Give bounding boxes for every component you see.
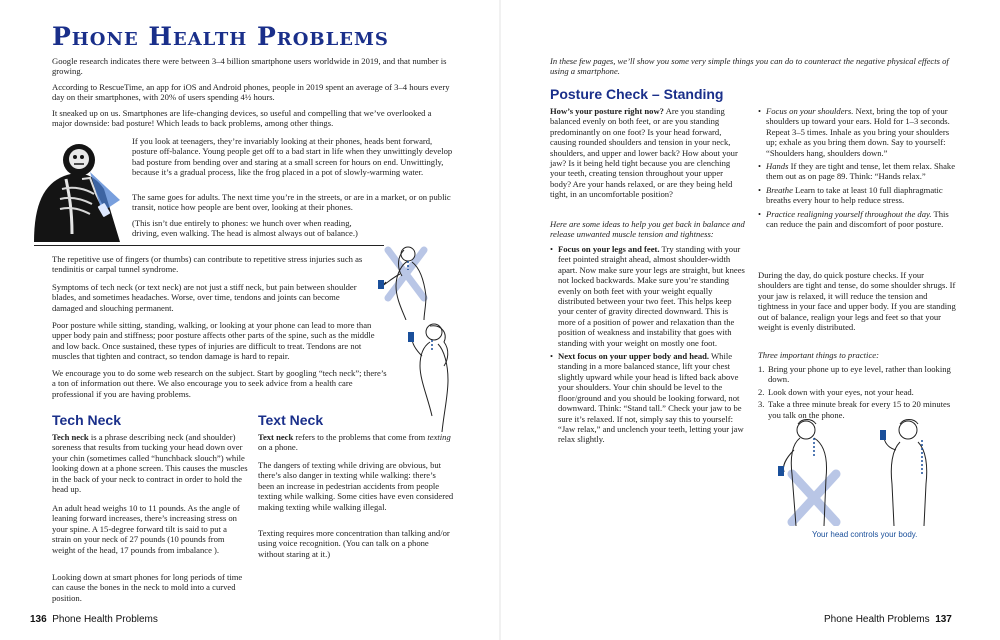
tech-neck-heading: Tech Neck <box>52 412 121 428</box>
bullet-legs-feet <box>550 244 748 348</box>
right-footer <box>824 614 952 625</box>
text-neck-paragraph-3: Texting requires more concentration than talking and/or using voice recognition. (You can talk on a phone without staring at it.) <box>258 528 450 559</box>
bullet-breathe-text: Learn to take at least 10 full diaphragmatic breaths every hour to help reduce stress. <box>766 184 943 206</box>
bullet-shoulders-ital: Focus on your shoulders. <box>766 106 854 116</box>
bullet-legs-feet-text: Try standing with your feet pointed straight ahead, almost shoulder-width apart. Now make sure your legs are straight, but knees not locked backwards. Make sure you’re standing evenly on both feet with your weight equally distributed between your two feet. This helps keep your center of gravity directed downward. This is more of a position of power and relaxation than the position of weakness and instability that goes with standing with your weight on mostly one foot. <box>558 244 745 348</box>
posture-checks-paragraph: During the day, do quick posture checks. If your shoulders are tight and tense, do some shoulder shrugs. If your jaw is relaxed, it will reduce the tension and tightness in your face and upper body. If you are standing out of balance, realign your legs and feet so that your weight is evenly distributed. <box>758 270 956 333</box>
tech-neck-paragraph-3: Looking down at smart phones for long periods of time can cause the bones in the neck to mold into a curved position. <box>52 572 243 603</box>
tech-neck-term: Tech neck <box>52 432 89 442</box>
poor-posture-paragraph: Poor posture while sitting, standing, walking, or looking at your phone can lead to more than upper body pain and stiffness; poor posture affects other parts of the spine, such as the middle and low back. Once sustained, these types of injuries are difficult to treat. Tendons are not muscles that tighten and contract, so tendon damage is hard to repair. <box>52 320 375 362</box>
bullet-hands-ital: Hands <box>766 161 789 172</box>
numbered-item-2-text: Look down with your eyes, not your head. <box>768 386 914 397</box>
adults-paragraph: The same goes for adults. The next time you’re in the streets, or are in a market, or on public transit, notice how people are bent over, looking at their phones. <box>132 192 451 213</box>
numbered-item-1-text: Bring your phone up to eye level, rather than looking down. <box>768 364 951 385</box>
illustration-caption: Your head controls your body. <box>812 530 918 539</box>
tech-neck-paragraph-1 <box>52 432 248 494</box>
phone-woman-illustration <box>398 320 458 432</box>
bullet-upper-body <box>550 351 748 445</box>
three-things-italic: Three important things to practice: <box>758 350 879 360</box>
intro-paragraph-3: It sneaked up on us. Smartphones are life-changing devices, so useful and compelling that we’ve overlooked a major downside: bad posture! Which leads to back problems, among other things. <box>52 108 432 129</box>
left-footer <box>30 614 158 625</box>
tech-neck-paragraph-2: An adult head weighs 10 to 11 pounds. As the angle of leaning forward increases, there’s increasing stress on your spine. A 15-degree forward tilt is said to put a strain on your neck of 27 pounds (10 pounds from weight of the head, 17 pounds from imbalance ). <box>52 503 240 555</box>
intro-paragraph-2: According to RescueTime, an app for iOS and Android phones, people in 2019 spent an average of 3–4 hours every day on their smartphones, with 20% of users spending 4½ hours. <box>52 82 450 103</box>
numbered-item-2 <box>758 387 958 397</box>
teenagers-paragraph: If you look at teenagers, they’re invariably looking at their phones, heads bent forward, posture off-balance. Young people get off to a bad start in life when they unwittingly develop bad posture from bending over and staring at a small screen for hours on end. Unwittingly, because it’s a gradual process, like the frog placed in a pot of slowly-warming water. <box>132 136 453 178</box>
bullet-realign-ital: Practice realigning yourself throughout the day. <box>766 208 932 219</box>
text-neck-heading: Text Neck <box>258 412 324 428</box>
left-running-title: Phone Health Problems <box>52 614 158 625</box>
text-neck-term: Text neck <box>258 432 294 442</box>
research-paragraph: We encourage you to do some web research on the subject. Start by googling “tech neck”; there’s a ton of information out there. We also encourage you to seek advice from a health care professional if you are having problems. <box>52 368 387 399</box>
bullet-hands <box>758 161 958 182</box>
bullet-shoulders <box>758 106 958 158</box>
posture-check-heading: Posture Check – Standing <box>550 86 724 102</box>
bullet-breathe <box>758 185 958 206</box>
posture-men-illustration <box>762 414 958 526</box>
text-neck-definition-italic: texting <box>427 432 451 442</box>
bullet-shoulders-text: Next, bring the top of your shoulders up toward your ears. Hold for 1–3 seconds. Repeat 3–5 times. Inhale as you bring your shoulders up; exhale as you bring them down. Say to yourself: “Shoulders hang, shoulders down.” <box>766 106 950 158</box>
page-title: Phone Health Problems <box>52 22 389 51</box>
bullet-hands-text: If they are tight and tense, let them relax. Shake them out as on page 89. Think: “Hands relax.” <box>766 161 956 182</box>
posture-question-paragraph <box>550 106 746 200</box>
note-paragraph: (This isn’t due entirely to phones: we hunch over when reading, driving, even walking. The head is almost always out of balance.) <box>132 218 358 239</box>
bullet-upper-body-text: While standing in a more balanced stance, lift your chest slightly upward while your head is lifted back above your shoulders. Your chin should be level to the floor/ground and you should be looking forward, not downward. Think: “Stand tall.” Check your jaw to be sure it’s relaxed. If not, simply say this to yourself: “Jaw relax,” and unclench your teeth, letting your jaw relax slightly. <box>558 351 744 445</box>
bullet-realign <box>758 209 958 230</box>
posture-question-bold: How’s your posture right now? <box>550 106 664 116</box>
bullet-realign-text: This can reduce the pain and discomfort of poor posture. <box>766 208 949 230</box>
right-intro-italic: In these few pages, we’ll show you some very simple things you can do to counteract the negative physical effects of using a smartphone. <box>550 56 949 77</box>
numbered-item-2-num: 2. <box>758 386 765 397</box>
intro-paragraph-1: Google research indicates there were between 3–4 billion smartphone users worldwide in 2019, and that number is growing. <box>52 56 447 77</box>
tech-neck-definition: is a phrase describing neck (and shoulder) soreness that results from tucking your head down over your chin (sometimes called “hunchback slouch”) while looking down at a phone screen. This causes the muscles in the back of your neck to contract in order to hold the head up. <box>52 432 248 495</box>
text-neck-paragraph-1 <box>258 432 454 453</box>
text-neck-definition-a: refers to the problems that come from <box>293 432 428 442</box>
repetitive-stress-paragraph: The repetitive use of fingers (or thumbs) can contribute to repetitive stress injuries such as tendinitis or carpal tunnel syndrome. <box>52 254 363 275</box>
posture-question-text: Are you standing balanced evenly on both feet, or are you standing predominantly on one foot? Is your head forward, causing rounded shoulders and tension in your neck, shoulders, and upper and lower back? How about your jaw? Is it being held tight because you are clenching your teeth, creating tension throughout your upper body? Are your hands relaxed, or are they being held tight, in an uncomfortable position? <box>550 106 738 200</box>
right-running-title: Phone Health Problems <box>824 614 930 625</box>
skeleton-phone-illustration <box>24 134 128 242</box>
text-neck-definition-b: on a phone. <box>258 442 298 453</box>
ideas-italic: Here are some ideas to help you get back in balance and release unwanted muscle tension and tightness: <box>550 219 745 240</box>
separator-line <box>34 245 384 247</box>
numbered-item-3-text: Take a three minute break for every 15 to 20 minutes you talk on the phone. <box>768 399 951 420</box>
right-page-number: 137 <box>935 614 952 625</box>
right-bullet-list <box>758 106 958 232</box>
numbered-item-3-num: 3. <box>758 399 765 410</box>
left-page-number: 136 <box>30 614 47 625</box>
symptoms-paragraph: Symptoms of tech neck (or text neck) are not just a stiff neck, but pain between shoulder blades, and sometimes headaches. Worse, over time, tendons and joints can become damaged and slouching permanent. <box>52 282 357 313</box>
right-page <box>500 0 1000 640</box>
bullet-legs-feet-bold: Focus on your legs and feet. <box>558 244 660 254</box>
numbered-item-1 <box>758 364 958 385</box>
bullet-upper-body-bold: Next focus on your upper body and head. <box>558 351 710 362</box>
numbered-item-1-num: 1. <box>758 364 765 374</box>
text-neck-paragraph-2: The dangers of texting while driving are obvious, but there’s also danger in texting while walking: there’s been an increase in pedestrian accidents from people texting while walking. Some cities have even considered making texting while walking illegal. <box>258 460 454 512</box>
texting-woman-illustration <box>366 240 456 320</box>
bullet-breathe-ital: Breathe <box>766 184 793 195</box>
left-bullet-list <box>550 244 748 448</box>
